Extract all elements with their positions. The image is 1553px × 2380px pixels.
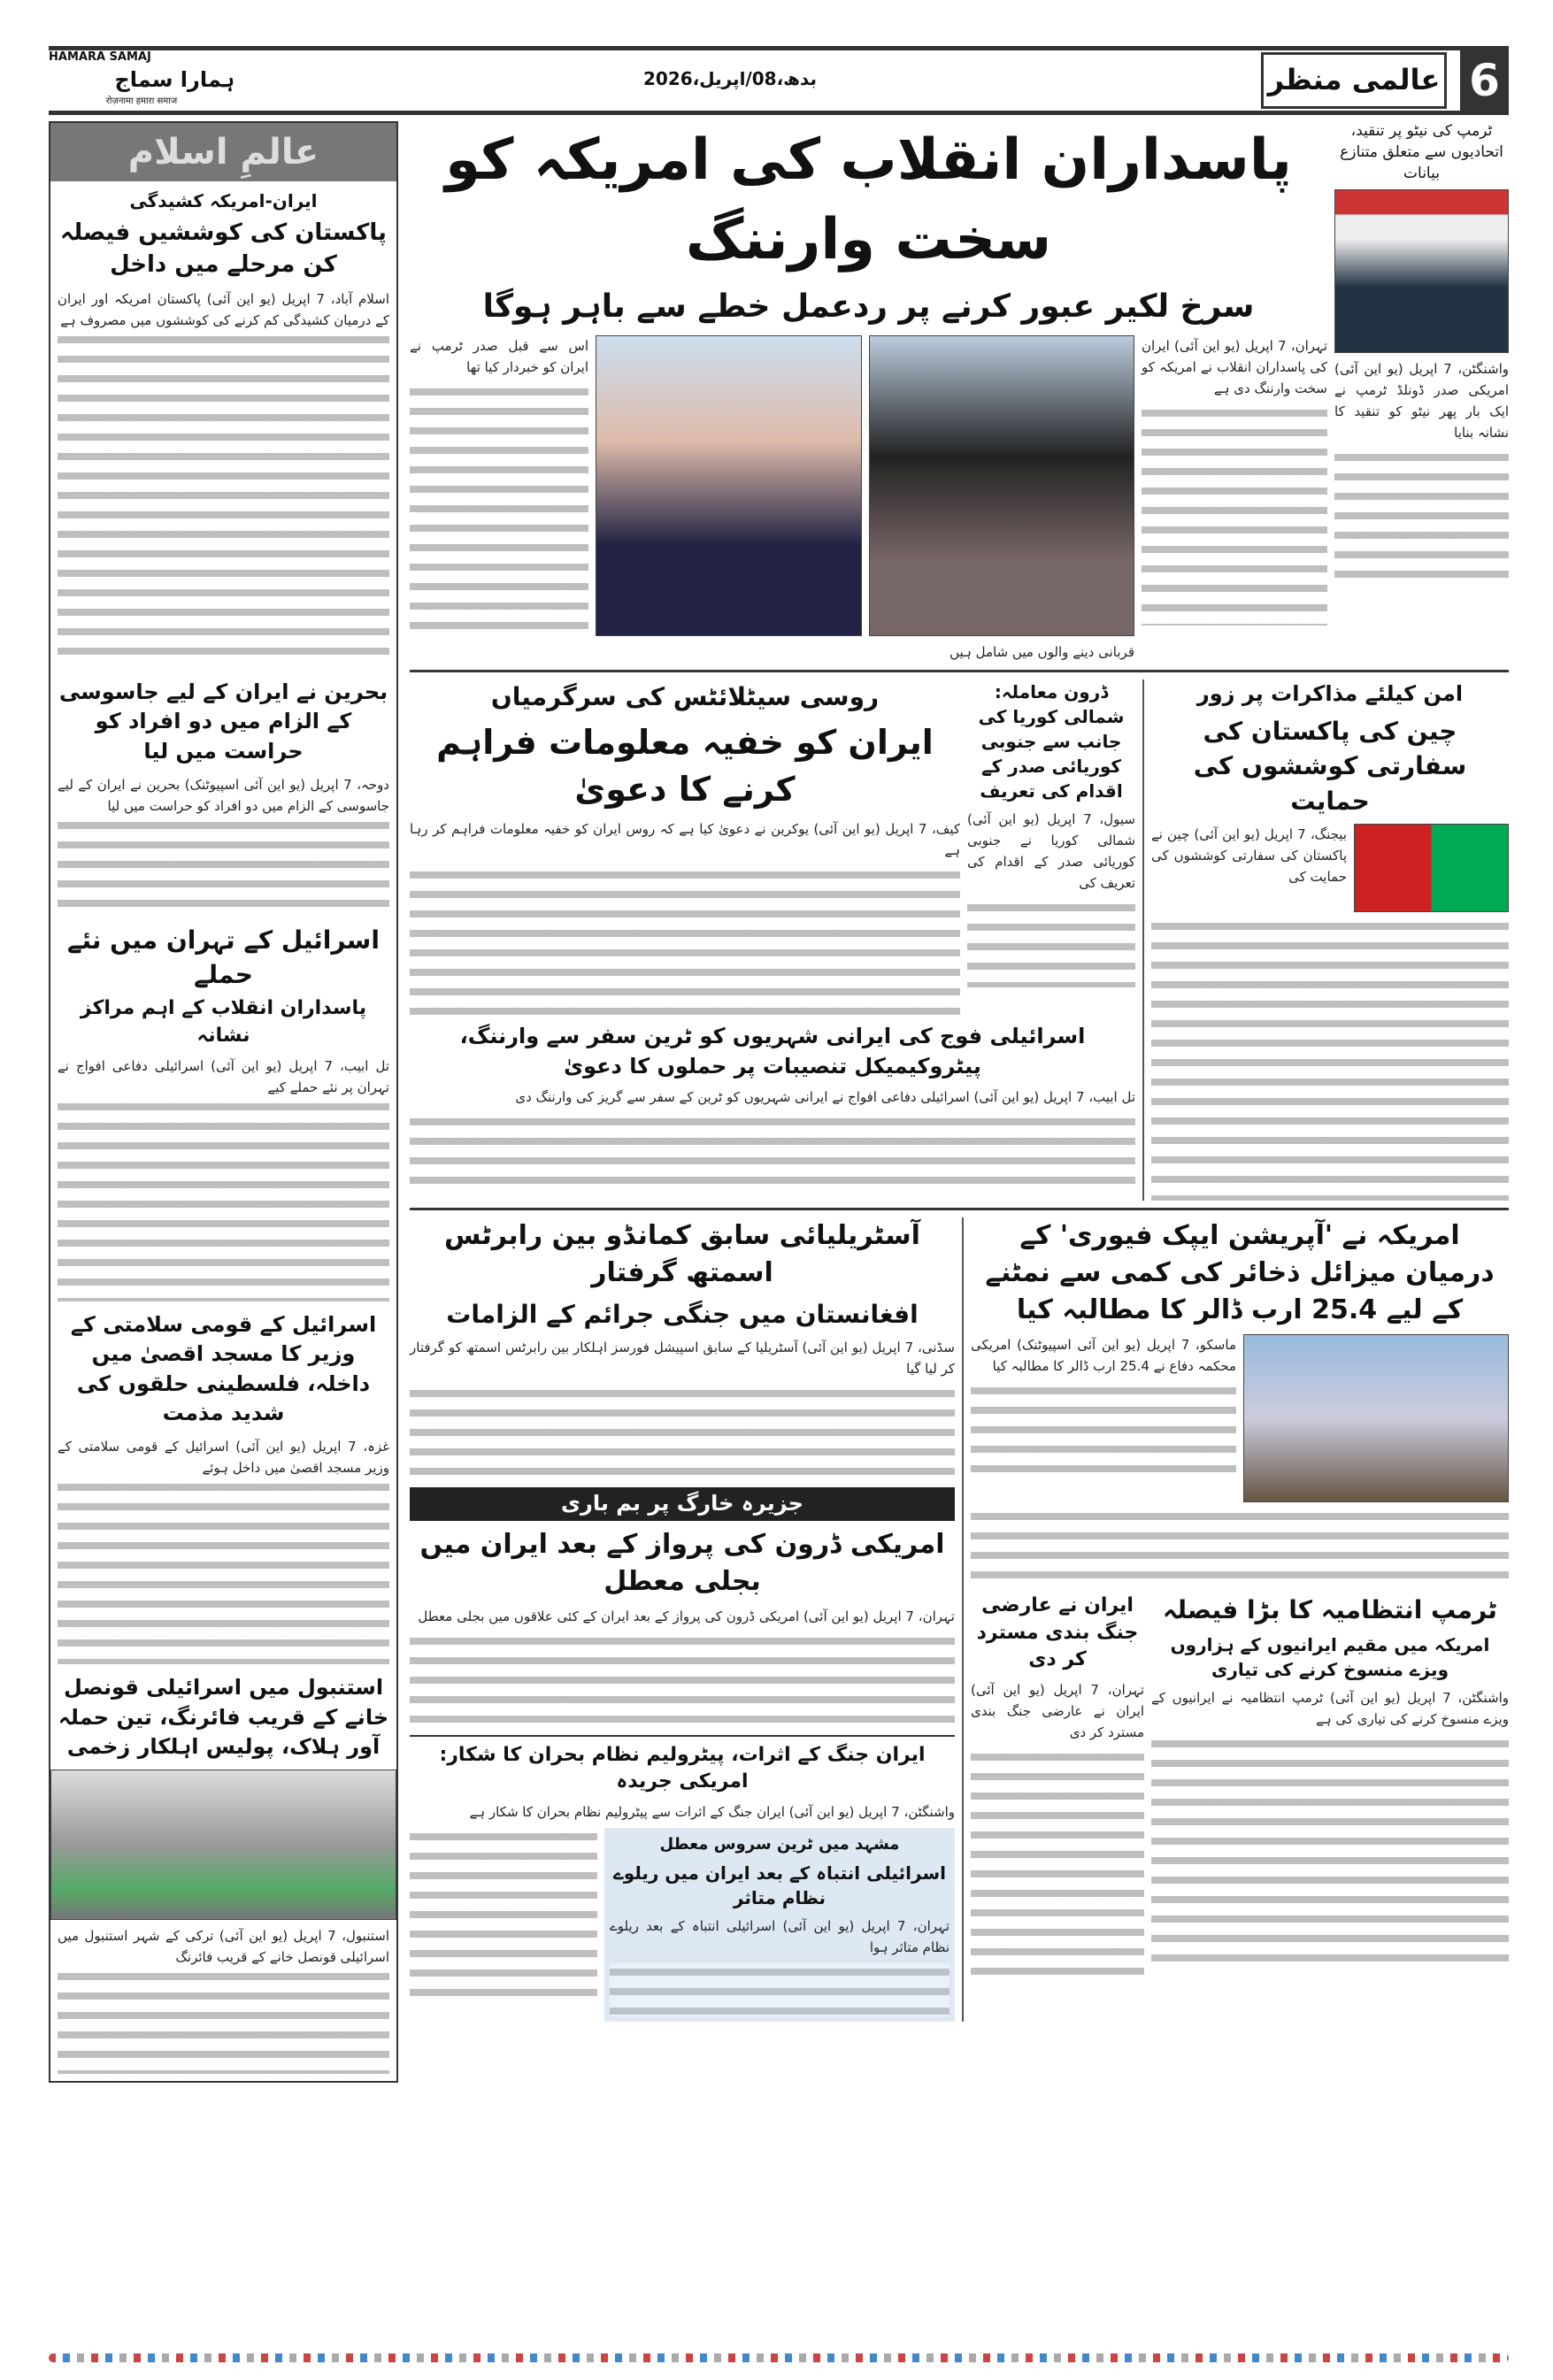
russia-story — [410, 679, 960, 1017]
article-headline: استنبول میں اسرائیلی قونصل خانے کے قریب فائرنگ، تین حملہ آور ہلاک، پولیس اہلکار زخمی — [58, 1674, 389, 1760]
article-body: تہران، 7 اپریل (یو این آئی) امریکی ڈرون کی پرواز کے بعد ایران کے کئی علاقوں میں بجلی معطل — [418, 1608, 955, 1624]
missile-text — [971, 1334, 1236, 1479]
article-body: بیجنگ، 7 اپریل (یو این آئی) چین نے پاکستان کی سفارتی کوششوں کی حمایت کی — [1151, 825, 1347, 885]
article-body: تل ابیب، 7 اپریل (یو این آئی) اسرائیلی دفاعی افواج نے ایرانی شہریوں کو ٹرین کے سفر سے گریز کی وارننگ دی — [515, 1089, 1135, 1106]
row-2-left — [410, 679, 1135, 1194]
article-kicker: مشہد میں ٹرین سروس معطل — [659, 1835, 900, 1854]
article-text — [58, 817, 389, 914]
istanbul-photo — [50, 1770, 396, 1920]
main-story — [410, 121, 1327, 663]
trump-main-photo — [596, 335, 862, 636]
article-text — [1334, 449, 1509, 581]
article-headline: امریکی ڈرون کی پرواز کے بعد ایران میں بجلی معطل — [419, 1528, 945, 1597]
china-story — [1151, 679, 1509, 1201]
article-headline: اسرائیلی انتباہ کے بعد ایران میں ریلوے نظام متاثر — [612, 1862, 946, 1909]
row-2 — [410, 679, 1509, 1201]
article-subheadline: امریکہ میں مقیم ایرانیوں کے ہزاروں ویزے منسوخ کرنے کی تیاری — [1170, 1633, 1490, 1680]
article-text — [410, 1632, 955, 1730]
china-pakistan-flags-photo — [1354, 824, 1509, 912]
article-text — [58, 1478, 389, 1664]
masthead — [49, 46, 1509, 115]
trump-photo — [1334, 189, 1509, 353]
article-body: تہران، 7 اپریل (یو این آئی) ایران کی پاسداران انقلاب نے امریکہ کو سخت وارننگ دی ہے — [1142, 337, 1327, 396]
article-headline: ایران جنگ کے اثرات، پیٹرولیم نظام بحران کا شکار: امریکی جریدہ — [439, 1743, 926, 1793]
article-text — [410, 1385, 955, 1482]
article-body: تہران، 7 اپریل (یو این آئی) ایران نے عارضی جنگ بندی مسترد کر دی — [971, 1682, 1144, 1741]
article-body: واشنگٹن، 7 اپریل (یو این آئی) ایران جنگ کے اثرات سے پیٹرولیم نظام بحران کا شکار ہے — [469, 1804, 955, 1821]
main-story-body — [410, 335, 1327, 663]
article-kicker: روسی سیٹلائٹس کی سرگرمیاں — [490, 681, 880, 711]
main-story-right — [1142, 335, 1327, 626]
main-story-left — [410, 335, 588, 631]
article-body: واشنگٹن، 7 اپریل (یو این آئی) ٹرمپ انتظامیہ نے ایرانیوں کے ویزے منسوخ کرنے کی تیاری کی ہے — [1151, 1689, 1509, 1727]
article-subheadline: افغانستان میں جنگی جرائم کے الزامات — [446, 1299, 919, 1329]
article-text — [410, 1113, 1135, 1193]
article-text — [1151, 1735, 1509, 1965]
article-text — [971, 1382, 1236, 1479]
left-column — [49, 121, 398, 2083]
islamic-world-banner: عالمِ اسلام — [50, 123, 396, 181]
article-text — [58, 331, 389, 667]
article-body: واشنگٹن، 7 اپریل (یو این آئی) امریکی صدر ڈونلڈ ٹرمپ نے ایک بار پھر نیٹو کو تنقید کا نشانہ بنایا — [1334, 361, 1509, 441]
article-text — [971, 1748, 1144, 1978]
divider — [410, 670, 1509, 672]
effects-lower — [410, 1828, 955, 2022]
logo-english: HAMARA SAMAJ — [49, 50, 151, 64]
logo-hindi: रोज़नामा हमारा समाज — [105, 96, 178, 106]
article-headline: اسرائیل کے قومی سلامتی کے وزیر کا مسجد اقصیٰ میں داخلہ، فلسطینی حلقوں کی شدید مذمت — [70, 1311, 377, 1426]
article-body: غزہ، 7 اپریل (یو این آئی) اسرائیل کے قومی سلامتی کے وزیر مسجد اقصیٰ میں داخل ہوئے — [58, 1438, 389, 1476]
article-text — [58, 1968, 389, 2074]
article-body: سڈنی، 7 اپریل (یو این آئی) آسٹریلیا کے سابق اسپیشل فورسز اہلکار بین رابرٹس اسمتھ کو گرفتار کر لیا گیا — [410, 1339, 955, 1377]
article-headline: پاکستان کی کوششیں فیصلہ کن مرحلے میں داخل — [60, 219, 387, 279]
color-registration-dots — [49, 2353, 1509, 2362]
top-story-row — [410, 121, 1509, 663]
missile-story — [971, 1334, 1509, 1502]
row-3 — [410, 1217, 1509, 2023]
article-headline: امریکہ نے 'آپریشن ایپک فیوری' کے درمیان میزائل ذخائر کی کمی سے نمٹنے کے لیے 25.4 ارب ڈالر کا مطالبہ کیا — [985, 1219, 1495, 1325]
divider — [410, 1208, 1509, 1210]
missile-launch-photo — [1243, 1334, 1509, 1502]
article-headline: ڈرون معاملہ: شمالی کوریا کی جانب سے جنوبی کوریائی صدر کے اقدام کی تعریف — [978, 680, 1125, 802]
section-title: عالمی منظر — [1261, 52, 1447, 109]
divider — [1142, 679, 1144, 1201]
article-headline: اسرائیلی فوج کی ایرانی شہریوں کو ٹرین سفر سے وارننگ، پیٹروکیمیکل تنصیبات پر حملوں کا دعویٰ — [459, 1024, 1086, 1079]
article-text — [58, 1098, 389, 1301]
article-body: ماسکو، 7 اپریل (یو این آئی اسپیوٹنک) امریکی محکمہ دفاع نے 25.4 ارب ڈالر کا مطالبہ کیا — [971, 1336, 1236, 1374]
photo-caption: قربانی دینے والوں میں شامل ہیں — [949, 643, 1134, 660]
row-3-right — [971, 1217, 1509, 1978]
article-text — [410, 383, 588, 631]
trump-nato-headline: ٹرمپ کی نیٹو پر تنقید، اتحادیوں سے متعلق متنازع بیانات — [1340, 122, 1503, 182]
article-body: سیول، 7 اپریل (یو این آئی) شمالی کوریا نے جنوبی کوریائی صدر کے اقدام کی تعریف کی — [967, 810, 1135, 891]
article-text — [410, 866, 960, 1017]
article-headline: ایران کو خفیہ معلومات فراہم کرنے کا دعویٰ — [436, 722, 934, 809]
article-body: اسلام آباد، 7 اپریل (یو این آئی) پاکستان امریکہ اور ایران کے درمیان کشیدگی کم کرنے کی کوششوں میں مصروف ہے — [58, 290, 389, 328]
article-kicker: امن کیلئے مذاکرات پر زور — [1196, 680, 1464, 706]
row-3-left — [410, 1217, 955, 2023]
divider — [962, 1217, 964, 2023]
china-lead-row — [1151, 824, 1509, 912]
article-text — [971, 1508, 1509, 1587]
side-story — [1334, 121, 1509, 581]
article-kicker: ایران-امریکہ کشیدگی — [129, 190, 318, 211]
cleric-photo — [869, 335, 1134, 636]
article-body: تل ابیب، 7 اپریل (یو این آئی) اسرائیلی دفاعی افواج نے تہران پر نئے حملے کیے — [58, 1057, 389, 1095]
article-headline: ٹرمپ انتظامیہ کا بڑا فیصلہ — [1163, 1594, 1497, 1624]
article-text — [1142, 404, 1327, 626]
main-photos — [596, 335, 1134, 663]
article-text — [1151, 917, 1509, 1201]
main-headline: پاسداران انقلاب کی امریکہ کو سخت وارننگ — [445, 127, 1292, 273]
page-number: 6 — [1460, 50, 1509, 111]
logo — [49, 50, 234, 111]
article-headline: بحرین نے ایران کے لیے جاسوسی کے الزام میں دو افراد کو حراست میں لیا — [58, 679, 388, 764]
ceasefire-story — [971, 1593, 1144, 1978]
logo-urdu: ہمارا سماج — [114, 67, 234, 92]
article-text — [410, 1828, 597, 2005]
article-body: تہران، 7 اپریل (یو این آئی) اسرائیلی انتباہ کے بعد ریلوے نظام متاثر ہوا — [610, 1918, 949, 1956]
trump-visa-story — [1151, 1593, 1509, 1965]
article-text — [967, 899, 1135, 987]
article-body: اس سے قبل صدر ٹرمپ نے ایران کو خبردار کیا تھا — [410, 337, 588, 375]
article-text — [610, 1963, 949, 2016]
row-3-right-lower — [971, 1593, 1509, 1978]
photo-pair — [596, 335, 1134, 636]
korea-story — [967, 679, 1135, 987]
article-body: دوحہ، 7 اپریل (یو این آئی اسپیوٹنک) بحرین نے ایران کے لیے جاسوسی کے الزام میں دو افراد کو حراست میں لیا — [58, 776, 389, 814]
article-headline: چین کی پاکستان کی سفارتی کوششوں کی حمایت — [1193, 717, 1467, 816]
article-headline: ایران نے عارضی جنگ بندی مسترد کر دی — [976, 1593, 1139, 1671]
article-body: استنبول، 7 اپریل (یو این آئی) ترکی کے شہر استنبول میں اسرائیلی قونصل خانے کے قریب فائرنگ — [58, 1927, 389, 1965]
article-body: کیف، 7 اپریل (یو این آئی) یوکرین نے دعویٰ کیا ہے کہ روس ایران کو خفیہ معلومات فراہم کر رہا ہے — [410, 821, 960, 859]
article-headline: آسٹریلیائی سابق کمانڈو بین رابرٹس اسمتھ گرفتار — [444, 1219, 920, 1288]
article-headline: اسرائیل کے تہران میں نئے حملے — [67, 925, 380, 989]
divider — [410, 1735, 955, 1737]
main-subheadline: سرخ لکیر عبور کرنے پر ردعمل خطے سے باہر ہوگا — [482, 288, 1255, 326]
article-subheadline: پاسداران انقلاب کے اہم مراکز نشانہ — [80, 996, 367, 1047]
russia-korea-row — [410, 679, 1135, 1017]
main-area — [410, 121, 1509, 2022]
mashhad-box — [604, 1828, 955, 2022]
kharg-banner: جزیرہ خارگ پر بم باری — [410, 1487, 955, 1521]
issue-date: بدھ،08/اپریل،2026 — [642, 68, 817, 89]
